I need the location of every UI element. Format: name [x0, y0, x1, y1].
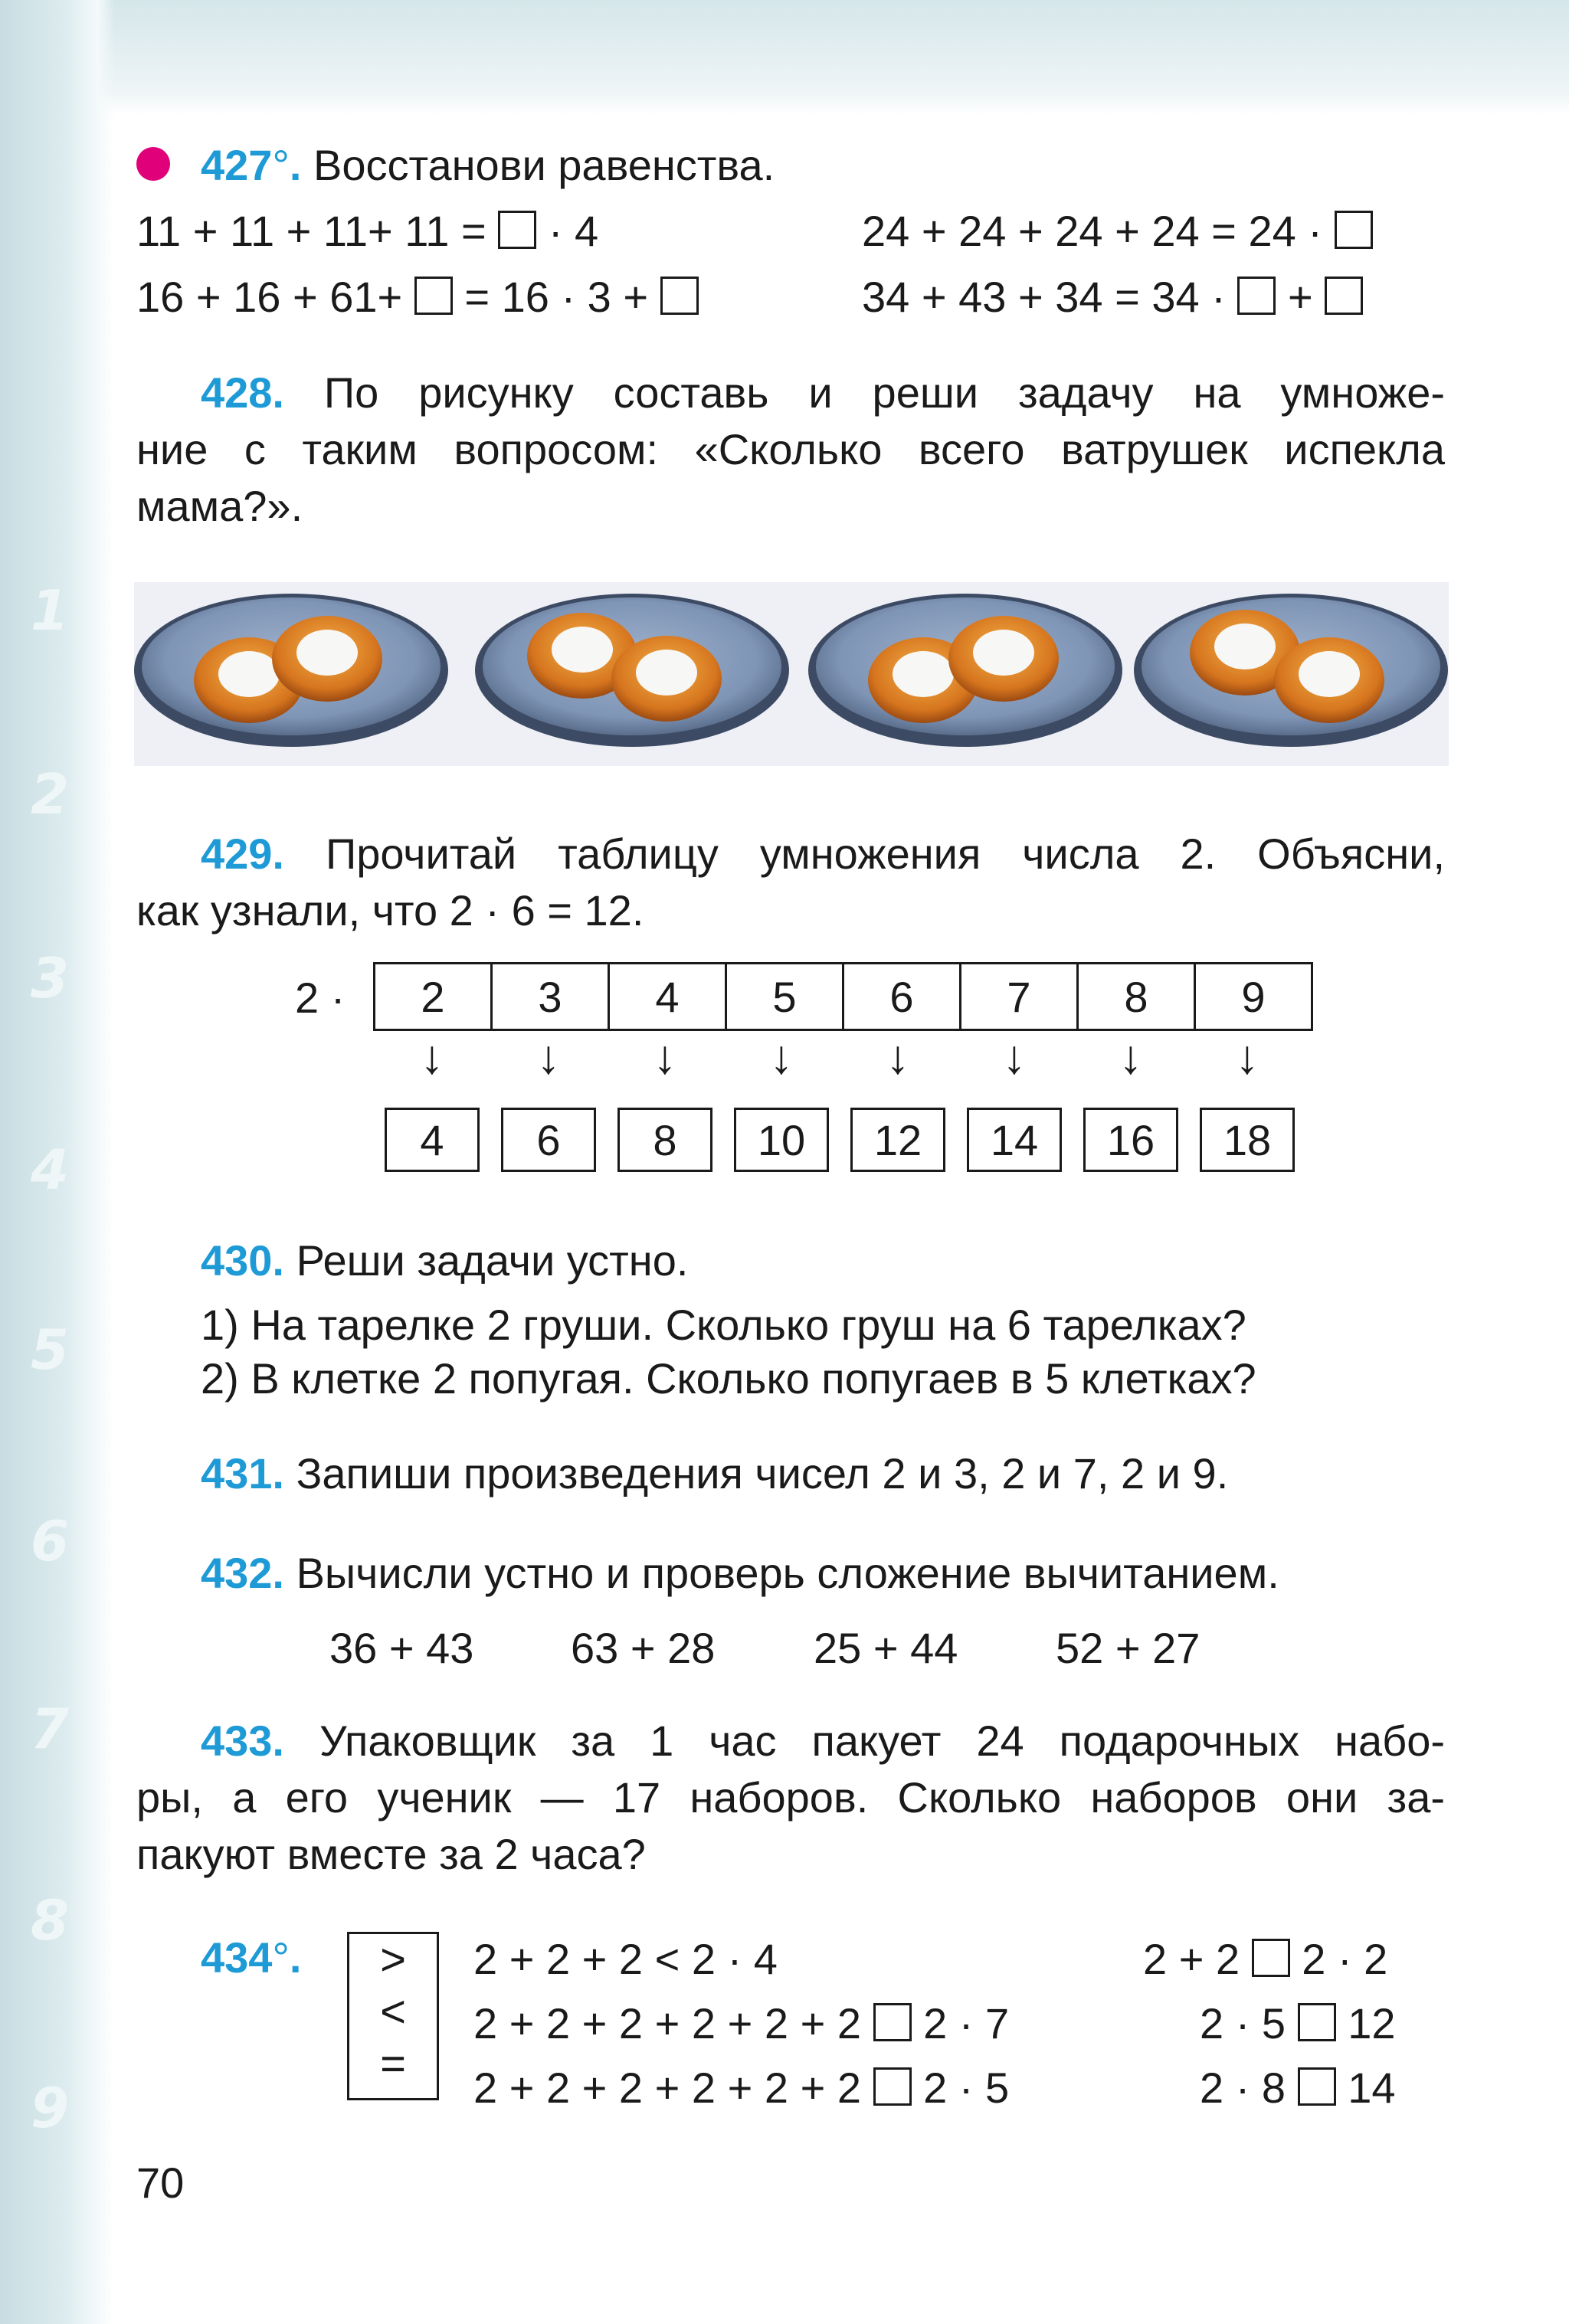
number-dot: . — [289, 1933, 302, 1982]
factor-cell: 6 — [843, 964, 961, 1030]
exercise-bullet — [136, 147, 170, 181]
exercise-433 — [136, 1713, 1445, 1883]
product-cell: 6 — [501, 1108, 596, 1172]
paragraph-text: Упаковщик за 1 час пакует 24 подарочных набо- — [319, 1717, 1445, 1765]
exercise-title: Реши задачи устно. — [296, 1236, 689, 1285]
exercise-432 — [201, 1549, 1279, 1597]
exercise-text: Вычисли устно и проверь сложение вычитанием. — [296, 1549, 1279, 1597]
product-cell: 14 — [967, 1108, 1062, 1172]
comparison-text: 2 · 5 — [1200, 1999, 1286, 2047]
paragraph-line: мама?». — [136, 482, 303, 530]
plates-illustration — [134, 582, 1449, 766]
down-arrow-icon: ↓ — [1119, 1031, 1143, 1084]
exercise-number: 434 — [201, 1933, 273, 1982]
expression: 36 + 43 — [329, 1624, 474, 1672]
down-arrow-icon: ↓ — [886, 1031, 910, 1084]
answer-box[interactable] — [873, 2067, 912, 2106]
exercise-text: Запиши произведения чисел 2 и 3, 2 и 7, 2 и 9. — [296, 1449, 1229, 1498]
top-band — [0, 0, 1569, 115]
factor-cell: 7 — [961, 964, 1078, 1030]
equation-text: 16 + 16 + 61+ — [136, 273, 403, 321]
multiplier-label: 2 · — [295, 974, 346, 1022]
comparison-row — [1200, 2064, 1396, 2112]
comparison-row — [473, 1999, 1010, 2047]
equation-text: = 16 · 3 + — [464, 273, 649, 321]
sidebar-number: 8 — [31, 1888, 70, 1952]
paragraph-text: Прочитай таблицу умножения числа 2. Объясни, — [325, 830, 1445, 878]
down-arrow-icon: ↓ — [1002, 1031, 1027, 1084]
answer-box[interactable] — [1298, 2067, 1336, 2106]
exercise-number: 431. — [201, 1449, 284, 1498]
paragraph-text: По рисунку составь и реши задачу на умноже- — [323, 368, 1445, 417]
answer-box[interactable] — [1298, 2003, 1336, 2041]
paragraph-line: ры, а его ученик — 17 наборов. Сколько наборов они за- — [136, 1773, 1445, 1822]
comparison-text: 2 · 8 — [1200, 2064, 1286, 2112]
equation-row — [136, 273, 699, 321]
answer-box[interactable] — [660, 277, 699, 315]
exercise-431 — [201, 1449, 1229, 1498]
comparison-row — [1200, 1999, 1396, 2047]
equation-text: 24 + 24 + 24 + 24 = 24 · — [862, 207, 1322, 255]
exercise-number: 433. — [201, 1717, 284, 1765]
product-cell: 10 — [734, 1108, 829, 1172]
exercise-429 — [136, 826, 1445, 939]
sidebar-number: 2 — [31, 762, 70, 826]
task-item: 1) На тарелке 2 груши. Сколько груш на 6 тарелках? — [201, 1301, 1246, 1349]
down-arrow-icon: ↓ — [536, 1031, 561, 1084]
comparison-text: 2 · 5 — [923, 2064, 1010, 2112]
exercise-434-number — [201, 1933, 302, 1982]
comparison-text: 12 — [1348, 1999, 1396, 2047]
expression: 25 + 44 — [814, 1624, 958, 1672]
answer-box[interactable] — [1325, 277, 1363, 315]
answer-box[interactable] — [873, 2003, 912, 2041]
comparison-text: 2 + 2 — [1143, 1935, 1240, 1983]
factor-cell: 3 — [492, 964, 609, 1030]
factor-cell: 5 — [726, 964, 843, 1030]
plate — [475, 594, 789, 747]
factor-cell: 8 — [1078, 964, 1195, 1030]
equation-row — [862, 273, 1363, 321]
chapter-sidebar — [0, 0, 115, 2324]
down-arrow-icon: ↓ — [769, 1031, 794, 1084]
equation-text: + — [1287, 273, 1313, 321]
equation-text: · 4 — [548, 207, 599, 255]
paragraph-line: как узнали, что 2 · 6 = 12. — [136, 886, 644, 935]
product-cell: 12 — [850, 1108, 945, 1172]
product-cell: 16 — [1083, 1108, 1178, 1172]
degree-mark: ° — [272, 1933, 290, 1982]
equation-row — [862, 207, 1373, 255]
exercise-number: 432. — [201, 1549, 284, 1597]
paragraph-line — [136, 365, 1445, 421]
exercise-427-heading — [201, 141, 775, 189]
equation-text: 11 + 11 + 11+ 11 = — [136, 207, 486, 255]
paragraph-line: пакуют вместе за 2 часа? — [136, 1830, 646, 1878]
comparison-text: 2 + 2 + 2 + 2 + 2 + 2 — [473, 2064, 861, 2112]
sidebar-number: 1 — [31, 578, 70, 643]
comparison-text: 14 — [1348, 2064, 1396, 2112]
sidebar-number: 7 — [31, 1697, 70, 1761]
paragraph-line: ние с таким вопросом: «Сколько всего ватрушек испекла — [136, 425, 1445, 473]
factor-cell: 9 — [1195, 964, 1312, 1030]
factor-cell: 4 — [609, 964, 726, 1030]
answer-box[interactable] — [1252, 1939, 1290, 1977]
exercise-title: Восстанови равенства. — [313, 141, 775, 189]
exercise-number: 429. — [201, 830, 284, 878]
exercise-number: 428. — [201, 368, 284, 417]
exercise-number: 430. — [201, 1236, 284, 1285]
sidebar-number: 6 — [31, 1509, 70, 1573]
product-cell: 8 — [617, 1108, 712, 1172]
answer-box[interactable] — [498, 211, 536, 249]
comparison-signs-box — [347, 1932, 439, 2100]
answer-box[interactable] — [414, 277, 453, 315]
down-arrow-icon: ↓ — [1235, 1031, 1259, 1084]
sidebar-number: 4 — [31, 1137, 70, 1202]
exercise-430-heading — [201, 1236, 689, 1285]
greater-sign: > — [380, 1935, 406, 1985]
factor-row — [375, 964, 1312, 1030]
page-number: 70 — [136, 2159, 185, 2207]
comparison-row — [1143, 1935, 1388, 1983]
plate — [808, 594, 1122, 747]
exercise-number: 427 — [201, 141, 273, 189]
task-item: 2) В клетке 2 попугая. Сколько попугаев в 5 клетках? — [201, 1354, 1256, 1403]
less-sign: < — [380, 1987, 406, 2037]
product-cell: 4 — [385, 1108, 480, 1172]
factor-cell: 2 — [375, 964, 492, 1030]
degree-mark: ° — [272, 141, 290, 189]
equal-sign: = — [380, 2039, 406, 2089]
answer-box[interactable] — [1335, 211, 1373, 249]
expression: 63 + 28 — [571, 1624, 716, 1672]
plate — [1134, 594, 1448, 747]
multiplication-table — [373, 962, 1313, 1031]
equation-text: 34 + 43 + 34 = 34 · — [862, 273, 1226, 321]
paragraph-line — [136, 826, 1445, 882]
sidebar-number: 5 — [31, 1317, 70, 1382]
comparison-text: 2 · 2 — [1302, 1935, 1388, 1983]
comparison-text: 2 + 2 + 2 + 2 + 2 + 2 — [473, 1999, 861, 2047]
sidebar-number: 9 — [31, 2076, 70, 2140]
equation-row — [136, 207, 599, 255]
comparison-row: 2 + 2 + 2 < 2 · 4 — [473, 1935, 778, 1983]
number-dot: . — [289, 141, 302, 189]
expression: 52 + 27 — [1056, 1624, 1200, 1672]
exercise-428 — [136, 365, 1445, 535]
product-cell: 18 — [1200, 1108, 1295, 1172]
plate — [134, 594, 448, 747]
comparison-row — [473, 2064, 1010, 2112]
down-arrow-icon: ↓ — [420, 1031, 444, 1084]
comparison-text: 2 · 7 — [923, 1999, 1010, 2047]
down-arrow-icon: ↓ — [653, 1031, 677, 1084]
sidebar-number: 3 — [31, 946, 70, 1010]
answer-box[interactable] — [1237, 277, 1276, 315]
paragraph-line — [136, 1713, 1445, 1769]
